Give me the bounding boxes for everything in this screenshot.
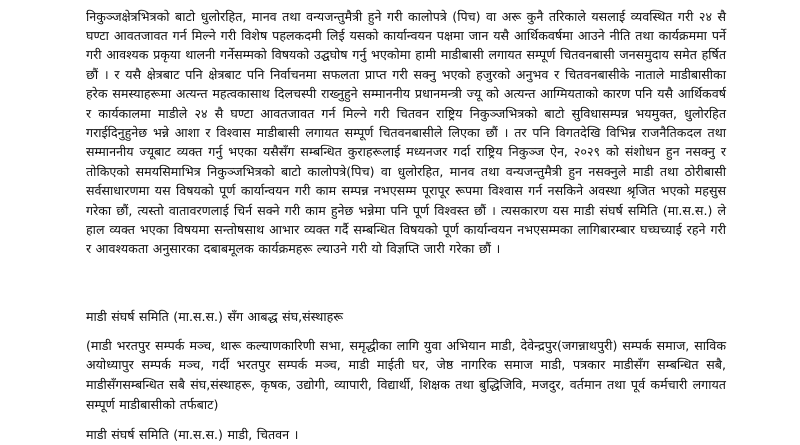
signoff-line: माडी संघर्ष समिति (मा.स.स.) माडी, चितवन । — [86, 426, 299, 442]
statement-paragraph: निकुञ्जक्षेत्रभित्रको बाटो धुलोरहित, मानव तथा वन्यजन्तुमैत्री हुने गरी कालोपत्रे (पिच) वा अरू कुनै तरिकाले यसलाई व्यवस्थित गरी २४ सै घण्टा आवतजावत गर्न मिल्ने गरी विशेष पहलकदमी लिई यसको कार्यान्वयन पक्षमा जान यसै आर्थिकवर्षमा आउने नीति तथा कार्यक्रममा पर्ने गरी आवश्यक प्रकृया थालनी गर्नेसम्मको विषयको उद्घघोष गर्नु भएकोमा हामी माडीबासी लगायत सम्पूर्ण चितवनबासी जनसमुदाय समेत हर्षित छौं । र यसै क्षेत्रबाट पनि क्षेत्रबाट पनि निर्वाचनमा सफलता प्राप्त गरी सक्नु भएको हजुरको अनुभव र चितवनबासीके नाताले माडीबासीका हरेक समस्याहरूमा अत्यन्त महत्वकासाथ दिलचस्पी राख्नुहुने सम्माननीय प्रधानमन्त्री ज्यू को अत्यन्त आग्मियताको कारण पनि यसै आर्थिकवर्ष र कार्यकालमा माडीले २४ सै घण्टा आवतजावत गर्न मिल्ने गरी चितवन राष्ट्रिय निकुञ्जभित्रको बाटो सुविधासम्पन्न भयमुक्त, धुलोरहित गराईदिनुहुनेछ भन्ने आशा र विश्वास माडीबासी लगायत सम्पूर्ण चितवनबासीले लिएका छौं । तर पनि विगतदेखि विभिन्न राजनैतिकदल तथा सम्माननीय ज्यूबाट व्यक्त गर्नु भएका यसैसँग सम्बन्धित कुराहरूलाई मध्यनजर गर्दा राष्ट्रिय निकुञ्ज ऐन, २०२९ को संशोधन हुन नसक्नु र तोकिएको समयसिमाभित्र निकुञ्जभित्रको बाटो कालोपत्रे(पिच) वा धुलोरहित, मानव तथा वन्यजन्तुमैत्री हुन नसक्नुले माडी तथा ठोरीबासी सर्वसाधारणमा यस विषयको पूर्ण कार्यान्वयन गरी काम सम्पन्न नभएसम्म पूरापूर रूपमा विश्वास गर्न नसकिने अवस्था श्रृजित भएको महसुस गरेका छौं, त्यस्तो वातावरणलाई चिर्न सक्ने गरी काम हुनेछ भन्नेमा पनि पूर्ण विश्वस्त छौं । त्यसकारण यस माडी संघर्ष समिति (मा.स.स.) ले हाल व्यक्त भएका विषयमा सन्तोषसाथ आभार व्यक्त गर्दै सम्बन्धित विषयको पूर्ण कार्यान्वयन नभएसम्मका लागिबारम्बार घच्घच्याई रहने गरी र आवश्यकता अनुसारका दबाबमूलक कार्यक्रमहरू ल्याउने गरी यो विज्ञप्ति जारी गरेका छौं । — [86, 8, 726, 257]
affiliated-organizations-list: (माडी भरतपुर सम्पर्क मञ्च, थारू कल्याणकारिणी सभा, समृद्धीका लागि युवा अभियान माडी, देवेन्द्रपुर(जगन्नाथपुरी) सम्पर्क समाज, साविक अयोध्यापुर सम्पर्क मञ्च, गर्दी भरतपुर सम्पर्क मञ्च, माडी माईती घर, जेष्ठ नागरिक समाज माडी, पत्रकार माडीसँग सम्बन्धित सबै, माडीसँगसम्बन्धित सबै संघ,संस्थाहरू, कृषक, उद्योगी, व्यापारी, विद्यार्थी, शिक्षक तथा बुद्धिजिवि, मजदुर, वर्तमान तथा पूर्व कर्मचारी लगायत सम्पूर्ण माडीबासीको तर्फबाट) — [86, 337, 726, 412]
affiliated-organizations-heading: माडी संघर्ष समिति (मा.स.स.) सँग आबद्ध संघ,संस्थाहरू — [86, 308, 344, 324]
